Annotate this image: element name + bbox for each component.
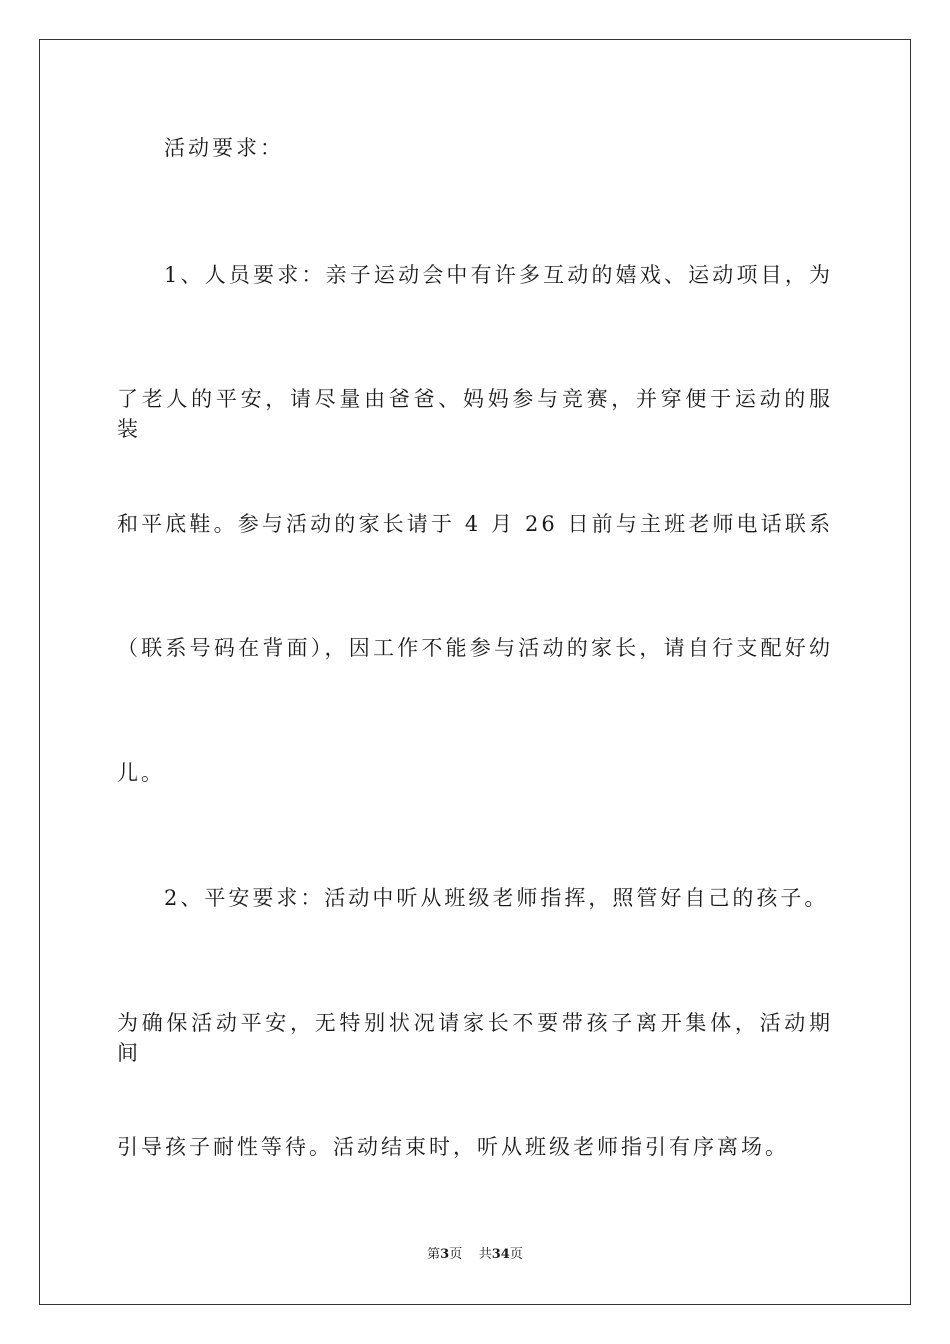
page-footer xyxy=(0,1246,950,1264)
paragraph-line: 引导孩子耐性等待。活动结束时，听从班级老师指引有序离场。 xyxy=(117,1135,789,1159)
heading-activity-requirements: 活动要求： xyxy=(164,136,284,160)
paragraph-line: 了老人的平安，请尽量由爸爸、妈妈参与竞赛，并穿便于运动的服装 xyxy=(117,387,833,441)
footer-suffix: 页 xyxy=(509,1247,523,1262)
paragraph-line: 为确保活动平安，无特别状况请家长不要带孩子离开集体，活动期间 xyxy=(117,1011,833,1065)
paragraph-line: 儿。 xyxy=(117,761,165,785)
paragraph-line: （联系号码在背面），因工作不能参与活动的家长，请自行支配好幼 xyxy=(117,636,833,660)
paragraph-line: 和平底鞋。参与活动的家长请于 4 月 26 日前与主班老师电话联系 xyxy=(117,512,833,536)
footer-mid: 页 共 xyxy=(449,1247,492,1262)
footer-prefix: 第 xyxy=(427,1247,441,1262)
footer-page-number: 3 xyxy=(440,1247,450,1262)
footer-total-pages: 34 xyxy=(491,1247,510,1262)
page-frame xyxy=(39,39,911,1305)
paragraph-line: 1、人员要求：亲子运动会中有许多互动的嬉戏、运动项目，为 xyxy=(164,263,833,287)
paragraph-line: 2、平安要求：活动中听从班级老师指挥，照管好自己的孩子。 xyxy=(164,886,829,910)
